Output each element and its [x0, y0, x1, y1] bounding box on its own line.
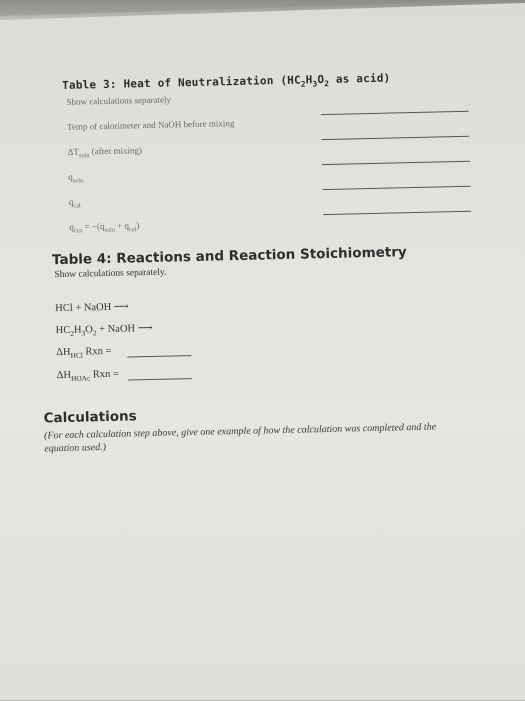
q-reaction-label: $q_{rxn} = -(q_{soln} + q_{cal})$ — [69, 220, 140, 235]
calculations-title: Calculations — [43, 408, 137, 427]
table3-title: Table 3: Heat of Neutralization ($HC_2H_3O_2$ as acid) — [61, 71, 391, 92]
q-calorimeter-line — [323, 186, 471, 190]
q-calorimeter-label: $q_{cal}$ — [68, 196, 81, 210]
delta-h-hcl-rxn-line — [127, 355, 191, 357]
table3-subtitle: Show calculations separately — [66, 94, 172, 107]
temp-before-mixing-line — [321, 111, 469, 115]
q-reaction-line — [323, 211, 471, 215]
q-solution-line — [322, 161, 470, 165]
calculations-instructions-line2: equation used.) — [44, 442, 107, 455]
delta-h-hoac-rxn-line — [128, 378, 192, 380]
temp-before-mixing-label: Temp of calorimeter and NaOH before mixing — [66, 118, 235, 132]
q-solution-label: $q_{soln}$ — [68, 171, 84, 185]
delta-h-hcl-rxn-label: $\Delta H_{HCl}$ Rxn = — [56, 345, 112, 360]
delta-t-solution-line — [321, 136, 469, 140]
calculations-instructions-line1: (For each calculation step above, give one example of how the calculation was completed and the — [43, 421, 437, 442]
table4-subtitle: Show calculations separately. — [54, 267, 167, 281]
delta-t-solution-label: $\Delta T_{soln}$ (after mixing) — [67, 145, 143, 160]
table4-title: Table 4: Reactions and Reaction Stoichiometry — [51, 244, 407, 269]
delta-h-hoac-rxn-label: $\Delta H_{HOAc}$ Rxn = — [56, 368, 120, 383]
reaction-hcl-naoh: HCl + NaOH ⟶ — [55, 301, 130, 315]
reaction-acetic-naoh: $HC_2H_3O_2$ + NaOH ⟶ — [55, 322, 153, 338]
